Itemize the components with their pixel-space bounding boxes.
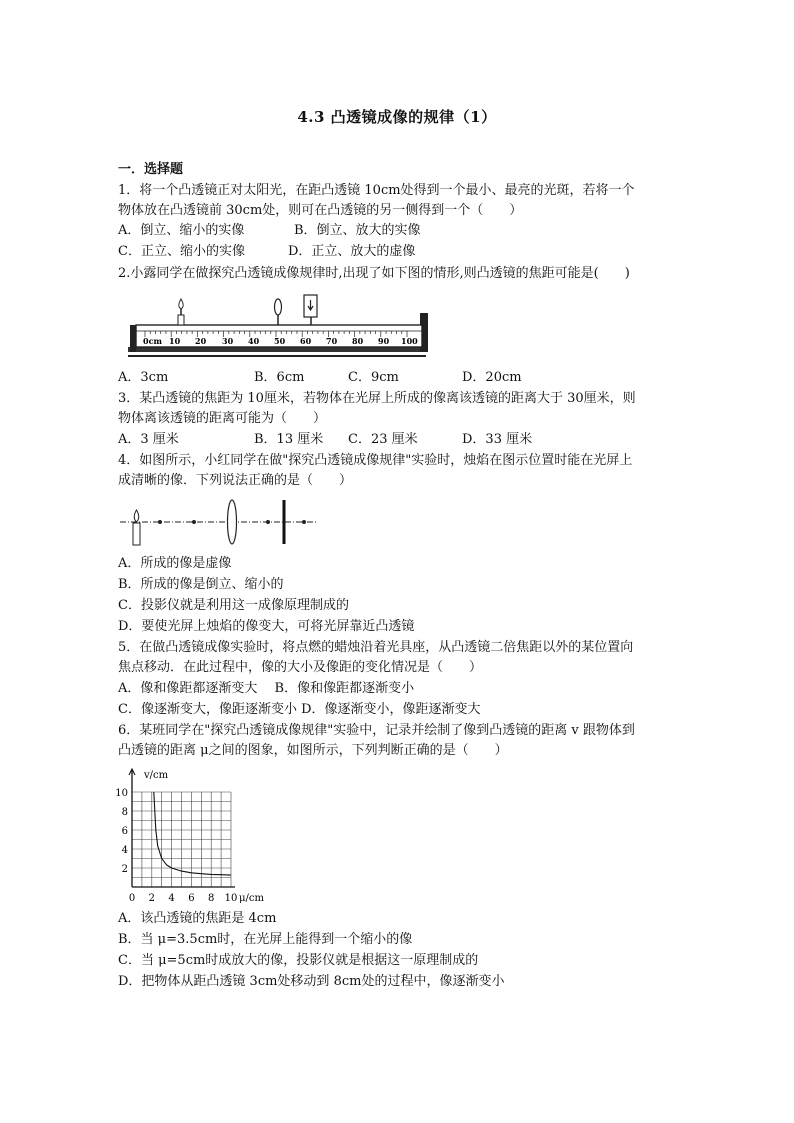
q6-stem-line1: 6．某班同学在"探究凸透镜成像规律"实验中，记录并绘制了像到凸透镜的距离 v 跟物体到 xyxy=(118,723,635,738)
lens-icon xyxy=(228,500,237,544)
v-u-curve xyxy=(154,792,231,875)
chart-axes xyxy=(129,769,235,887)
q1-option-c: C．正立、缩小的实像 xyxy=(118,244,245,259)
q1-stem-line2: 物体放在凸透镜前 30cm处，则可在凸透镜的另一侧得到一个（ ） xyxy=(118,203,523,218)
q1-option-d: D．正立、放大的虚像 xyxy=(288,244,416,259)
q4-option-c: C．投影仪就是利用这一成像原理制成的 xyxy=(118,598,349,613)
lens-icon xyxy=(275,299,282,325)
y-tick-label: 4 xyxy=(121,845,128,856)
bench-left-support xyxy=(130,325,136,352)
v-u-graph xyxy=(114,764,284,906)
lens-setup-figure xyxy=(118,496,322,550)
ruler-label-30: 30 xyxy=(222,336,234,346)
q4-stem-line1: 4．如图所示，小红同学在做"探究凸透镜成像规律"实验时，烛焰在图示位置时能在光屏上 xyxy=(118,453,633,468)
x-tick-label: 6 xyxy=(188,893,195,904)
q5-stem-line2: 焦点移动．在此过程中，像的大小及像距的变化情况是（ ） xyxy=(118,660,483,675)
x-tick-label: 8 xyxy=(208,893,215,904)
ruler-label-20: 20 xyxy=(195,336,207,346)
q4-stem-line2: 成清晰的像．下列说法正确的是（ ） xyxy=(118,473,353,488)
optical-bench-figure xyxy=(118,293,432,361)
q6-option-c: C．当 μ=5cm时成放大的像，投影仪就是根据这一原理制成的 xyxy=(118,953,479,968)
y-tick-labels xyxy=(115,788,128,875)
page-title: 4.3 凸透镜成像的规律（1） xyxy=(297,108,497,126)
y-tick-label: 6 xyxy=(121,826,128,837)
q3-stem-line1: 3．某凸透镜的焦距为 10厘米，若物体在光屏上所成的像离该透镜的距离大于 30厘米，则 xyxy=(118,391,636,406)
ruler-label-10: 10 xyxy=(169,336,181,346)
q5-stem-line1: 5．在做凸透镜成像实验时，将点燃的蜡烛沿着光具座，从凸透镜二倍焦距以外的某位置向 xyxy=(118,640,634,655)
q3-option-c: C．23 厘米 xyxy=(348,432,418,447)
ruler-label-80: 80 xyxy=(352,336,364,346)
q2-stem: 2.小露同学在做探究凸透镜成像规律时,出现了如下图的情形,则凸透镜的焦距可能是( ) xyxy=(118,266,630,281)
candle-icon xyxy=(133,510,140,545)
q4-option-a: A．所成的像是虚像 xyxy=(118,556,232,571)
candle-icon xyxy=(178,299,184,325)
section-heading: 一．选择题 xyxy=(118,162,184,177)
screen-icon xyxy=(304,295,317,325)
x-tick-label: 0 xyxy=(128,893,136,904)
bench-base xyxy=(128,347,426,352)
q1-stem-line1: 1．将一个凸透镜正对太阳光，在距凸透镜 10cm处得到一个最小、最亮的光斑，若将一个 xyxy=(118,183,635,198)
q4-option-d: D．要使光屏上烛焰的像变大，可将光屏靠近凸透镜 xyxy=(118,619,415,634)
focal-point-marker xyxy=(266,520,270,524)
q6-option-b: B．当 μ=3.5cm时，在光屏上能得到一个缩小的像 xyxy=(118,932,413,947)
q6-stem-line2: 凸透镜的距离 μ之间的图象，如图所示，下列判断正确的是（ ） xyxy=(118,743,508,758)
y-tick-label: 2 xyxy=(121,864,128,875)
q5-options-ab: A．像和像距都逐渐变大 B．像和像距都逐渐变小 xyxy=(118,681,415,696)
q3-option-a: A．3 厘米 xyxy=(118,432,179,447)
q2-option-b: B．6cm xyxy=(254,370,305,385)
y-tick-label: 8 xyxy=(121,807,128,818)
ruler-label-40: 40 xyxy=(248,336,260,346)
q3-stem-line2: 物体离该透镜的距离可能为（ ） xyxy=(118,411,327,426)
ruler-label-0: 0cm xyxy=(143,336,162,346)
q2-option-a: A．3cm xyxy=(118,370,169,385)
y-axis-label: v/cm xyxy=(144,770,169,781)
x-axis-label: μ/cm xyxy=(239,893,264,904)
x-tick-label: 2 xyxy=(148,893,155,904)
q6-option-d: D．把物体从距凸透镜 3cm处移动到 8cm处的过程中，像逐渐变小 xyxy=(118,974,505,989)
q1-option-b: B．倒立、放大的实像 xyxy=(294,223,421,238)
q2-option-d: D．20cm xyxy=(462,370,522,385)
ruler-label-100: 100 xyxy=(401,336,418,346)
q1-option-a: A．倒立、缩小的实像 xyxy=(118,223,245,238)
q4-option-b: B．所成的像是倒立、缩小的 xyxy=(118,577,284,592)
ruler-label-50: 50 xyxy=(274,336,286,346)
y-tick-label: 10 xyxy=(115,788,128,799)
x-tick-labels xyxy=(129,893,238,904)
focal-point-marker xyxy=(302,520,306,524)
q5-options-cd: C．像逐渐变大，像距逐渐变小 D．像逐渐变小，像距逐渐变大 xyxy=(118,702,481,717)
chart-grid xyxy=(132,792,231,887)
focal-point-marker xyxy=(192,520,196,524)
x-tick-label: 10 xyxy=(224,893,238,904)
q3-option-d: D．33 厘米 xyxy=(462,432,533,447)
focal-point-marker xyxy=(158,520,162,524)
q2-option-c: C．9cm xyxy=(348,370,399,385)
ruler-label-60: 60 xyxy=(300,336,312,346)
ruler-label-70: 70 xyxy=(326,336,338,346)
q3-option-b: B．13 厘米 xyxy=(254,432,324,447)
ruler-label-90: 90 xyxy=(378,336,390,346)
q6-option-a: A．该凸透镜的焦距是 4cm xyxy=(118,911,277,926)
x-tick-label: 4 xyxy=(168,893,175,904)
